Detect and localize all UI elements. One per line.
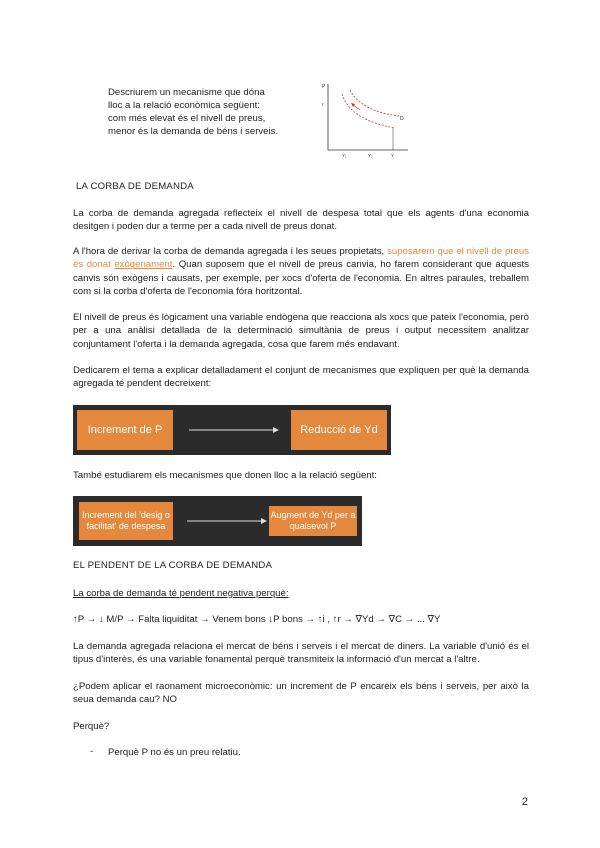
diagram-right-box: Reducció de Yd [291,410,387,450]
x-tick-label: Y [391,153,395,158]
diagram-left-box: Increment de P [77,410,173,450]
intro-text [108,86,308,138]
paragraph-3: El nivell de preus és lògicament una variable endògena que reacciona als xocs que pateix l'economia, però per a una anàlisi detallada de la determinació simultània de preus i output necessitem analitzar conjuntament l'oferta i la demanda agregada, cosa que farem més endavant. [73,312,529,350]
demand-curve-chart [320,80,410,162]
paragraph-2-part: . Quan suposem que el nivell de preus canvia, ho farem considerant que aquests canvis són exògens i causats, per exemple, per xocs d'oferta de l'economia. En altres paraules, treballem com si la corba d'oferta de l'economia fóra horitzontal. [73,259,529,298]
causal-chain: ↑P → ↓ M/P → Falta liquiditat → Venem bons ↓P bons → ↑i , ↑r → ∇Yd → ∇C → ... ∇Y [73,614,441,625]
intro-line: Descriurem un mecanisme que dóna [108,87,265,98]
demand-curve-1 [342,94,395,128]
diagram-left-box: Increment del 'desig o facilitat' de despesa [79,502,173,540]
diagram-right-box: Augment de Yd per a qualsevol P [269,506,357,536]
bullet-dash: - [90,746,94,757]
subheading-negative-slope: La corba de demanda té pendent negativa perquè: [73,588,289,599]
paragraph-2 [73,245,529,299]
paragraph-1: La corba de demanda agregada reflecteix el nivell de despesa total que els agents d'una economia desitgen i poden dur a terme per a cada nivell de preus donat. [73,208,529,233]
y-axis-label-2: r [322,102,324,108]
section-heading-slope: EL PENDENT DE LA CORBA DE DEMANDA [73,560,273,571]
demand-curve-2 [350,90,400,116]
page-number: 2 [521,796,528,808]
curve-label: D [400,116,404,122]
shift-arrowhead [351,103,355,107]
x-tick-label: Y₁ [342,153,347,158]
x-tick-label: Y₂ [368,153,373,158]
paragraph-7: ¿Podem aplicar el raonament microeconòmic: un increment de P encareix els béns i serveis, per això la seua demanda cau? NO [73,681,529,706]
paragraph-4: Dedicarem el tema a explicar detalladament el conjunt de mecanismes que expliquen per què la demanda agregada té pendent decreixent: [73,365,529,390]
paragraph-2-part: A l'hora de derivar la corba de demanda agregada i les seues propietats, [73,246,388,257]
highlighted-text: suposarem que el nivell de preus és donat [73,246,529,271]
bullet-item: Perquè P no és un preu relatiu. [108,747,241,758]
paragraph-8: Perquè? [73,721,110,732]
section-heading-demand-curve: LA CORBA DE DEMANDA [76,181,194,192]
diagram-arrow [185,425,285,435]
diagram-price-increase [73,405,391,455]
intro-line: menor és la demanda de béns i serveis. [108,126,279,137]
paragraph-5: També estudiarem els mecanismes que donen lloc a la relació següent: [73,470,377,481]
highlighted-underlined-text: exògenament [114,259,173,271]
intro-line: com més elevat és el nivell de preus, [108,113,266,124]
y-axis-label: P [322,84,326,90]
diagram-spending-desire [73,496,362,546]
intro-line: lloc a la relació econòmica següent: [108,100,260,111]
paragraph-6: La demanda agregada relaciona el mercat de béns i serveis i el mercat de diners. La variable d'unió és el tipus d'interès, és una variable fonamental perquè transmiteix la informació d'un mercat a l'altre. [73,641,529,666]
diagram-arrow [183,516,273,526]
